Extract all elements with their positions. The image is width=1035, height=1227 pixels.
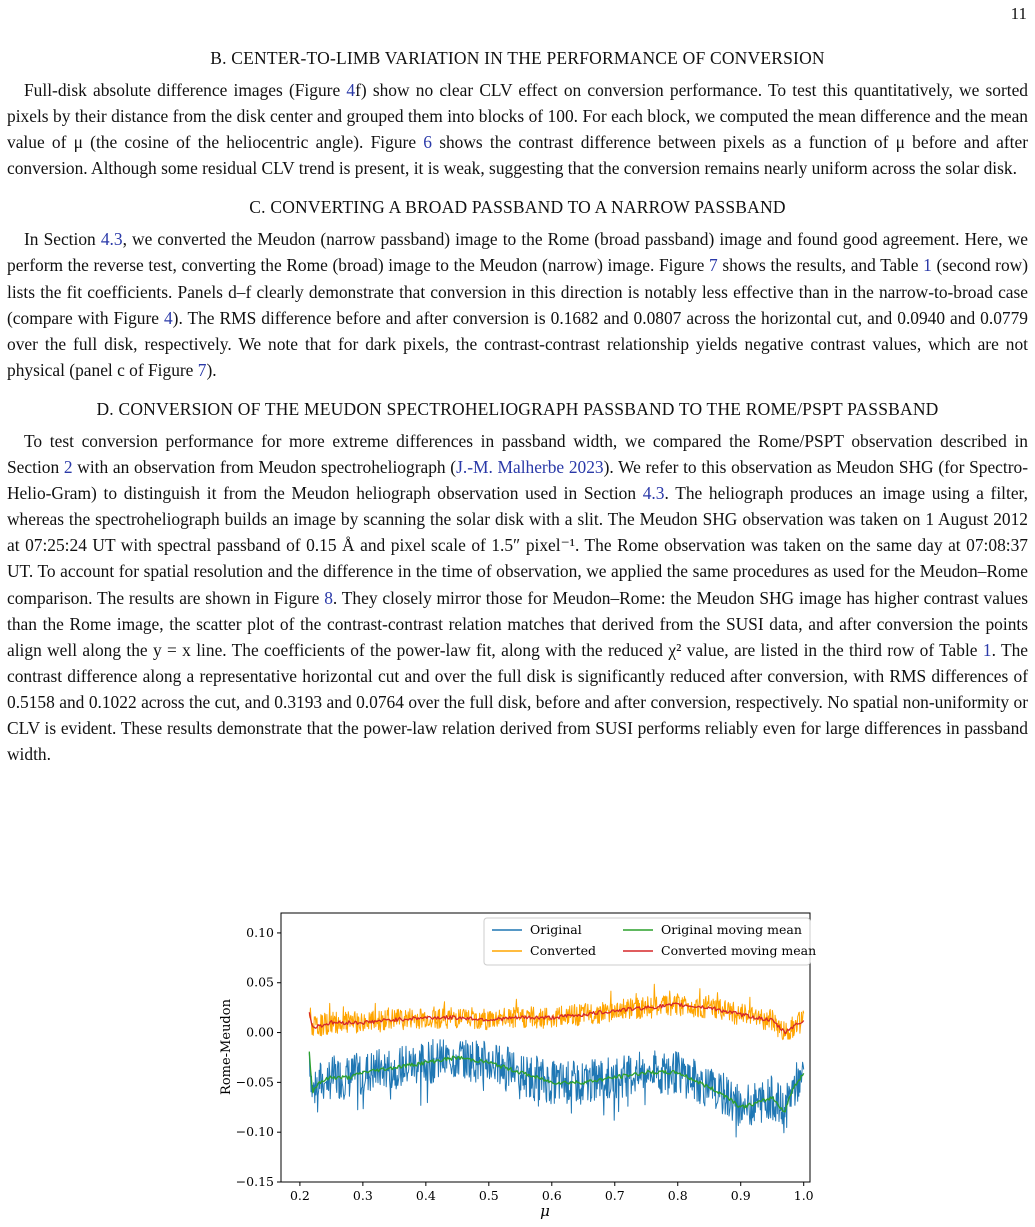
paragraph-text: ). — [206, 359, 217, 380]
cross-reference-link[interactable]: 1 — [923, 255, 932, 276]
x-tick-label: 0.4 — [415, 1188, 436, 1203]
cross-reference-link[interactable]: J.-M. Malherbe 2023 — [456, 457, 604, 478]
paragraph-text: shows the results, and Table — [717, 255, 924, 276]
cross-reference-link[interactable]: 2 — [63, 457, 73, 478]
x-tick-label: 0.3 — [352, 1188, 373, 1203]
series-layer — [309, 984, 803, 1137]
x-tick-label: 0.8 — [667, 1188, 688, 1203]
cross-reference-link[interactable]: 4 — [346, 80, 356, 100]
x-tick-label: 0.5 — [478, 1188, 499, 1203]
paragraph-text: ). We refer to this observation as Meudon SHG (for Spectro-Helio-Gram) to distinguish it from the Meudon heliograph observation used in Section — [7, 457, 1028, 504]
legend — [484, 918, 816, 965]
legend-label-converted-moving-mean: Converted moving mean — [661, 943, 817, 958]
y-tick-label: −0.15 — [235, 1174, 274, 1189]
paragraph-text: Full-disk absolute difference images (Figure — [24, 80, 347, 100]
paper-body — [7, 46, 1028, 781]
ticks-layer — [235, 924, 817, 1203]
cross-reference-link[interactable]: 1 — [982, 639, 992, 660]
cross-reference-link[interactable]: 4.3 — [100, 229, 123, 250]
paragraph-text: . The contrast difference along a representative horizontal cut and over the full disk is significantly reduced after conversion, with RMS differences of 0.5158 and 0.1022 across the cut, and 0.3193 and 0.0764 over the full disk, before and after conversion, respectively. No spatial non-uniformity or CLV is evident. These results demonstrate that the power-law relation derived from SUSI performs reliably even for large differences in passband width. — [7, 639, 1028, 765]
paragraph-text: , we converted the Meudon (narrow passband) image to the Rome (broad passband) image and found good agreement. Here, we perform the reverse test, converting the Rome (broad) image to the Meudon (narrow) image. Figure — [7, 229, 1028, 276]
series-line-original — [309, 1040, 803, 1138]
paragraph-text: . They closely mirror those for Meudon–Rome: the Meudon SHG image has higher contrast values than the Rome image, the scatter plot of the contrast-contrast relation matches that derived from the SUSI data, and after conversion the points align well along the y = x line. The coefficients of the power-law fit, along with the reduced χ² value, are listed in the third row of Table — [7, 587, 1028, 660]
y-tick-label: −0.10 — [235, 1124, 274, 1140]
y-tick-label: 0.05 — [246, 974, 274, 990]
cross-reference-link[interactable]: 7 — [197, 359, 207, 380]
chart-svg — [210, 906, 820, 1222]
section-c-paragraph — [7, 226, 1028, 383]
y-tick-label: 0.10 — [246, 924, 274, 940]
y-tick-label: −0.05 — [235, 1074, 274, 1090]
section-heading-d: D. CONVERSION OF THE MEUDON SPECTROHELIOGRAPH PASSBAND TO THE ROME/PSPT PASSBAND — [96, 398, 939, 419]
cross-reference-link[interactable]: 4.3 — [642, 483, 665, 504]
paragraph-text: with an observation from Meudon spectroheliograph ( — [72, 457, 457, 478]
paragraph-text: f) show no clear CLV effect on conversion performance. To test this quantitatively, we sorted pixels by their distance from the disk center and grouped them into blocks of 100. For each block, we computed the mean difference and the mean value of μ (the cosine of the heliocentric angle). Figure — [7, 80, 1028, 153]
figure-6-chart — [210, 906, 820, 1222]
x-tick-label: 0.2 — [289, 1188, 310, 1203]
paragraph-text: (second row) lists the fit coefficients. Panels d–f clearly demonstrate that conversion in this direction is notably less effective than in the narrow-to-broad case (compare with Figure — [7, 255, 1028, 328]
x-tick-label: 0.6 — [541, 1188, 562, 1203]
section-b-paragraph — [7, 77, 1028, 181]
y-tick-label: 0.00 — [246, 1024, 274, 1040]
legend-label-original-moving-mean: Original moving mean — [661, 922, 802, 937]
legend-label-original: Original — [530, 922, 582, 937]
x-axis-label: μ — [540, 1202, 550, 1220]
section-heading-b: B. CENTER-TO-LIMB VARIATION IN THE PERFORMANCE OF CONVERSION — [210, 48, 825, 68]
section-heading-c: C. CONVERTING A BROAD PASSBAND TO A NARROW PASSBAND — [249, 197, 786, 218]
legend-label-converted: Converted — [530, 943, 596, 958]
paragraph-text: ). The RMS difference before and after conversion is 0.1682 and 0.0807 across the horizontal cut, and 0.0940 and 0.0779 over the full disk, respectively. We note that for dark pixels, the contrast-contrast relationship yields negative contrast values, which are not physical (panel c of Figure — [7, 307, 1028, 380]
cross-reference-link[interactable]: 4 — [163, 307, 173, 328]
cross-reference-link[interactable]: 6 — [423, 132, 432, 153]
paragraph-text: shows the contrast difference between pixels as a function of μ before and after conversion. Although some residual CLV trend is present, it is weak, suggesting that the conversion remains nearly uniform across the solar disk. — [7, 132, 1028, 179]
paragraph-text: . The heliograph produces an image using a filter, whereas the spectroheliograph builds an image by scanning the solar disk with a slit. The Meudon SHG observation was taken on 1 August 2012 at 07:25:24 UT with spectral passband of 0.15 Å and pixel scale of 1.5″ pixel⁻¹. The Rome observation was taken on the same day at 07:08:37 UT. To account for spatial resolution and the difference in the time of observation, we applied the same procedures as used for the Meudon–Rome comparison. The results are shown in Figure — [7, 483, 1028, 608]
section-d-paragraph — [7, 428, 1028, 767]
y-axis-label: Rome-Meudon — [219, 999, 234, 1095]
paragraph-text: In Section — [24, 229, 101, 250]
cross-reference-link[interactable]: 8 — [324, 587, 333, 608]
x-tick-label: 0.7 — [604, 1188, 625, 1203]
x-tick-label: 1.0 — [793, 1188, 814, 1203]
paragraph-text: To test conversion performance for more extreme differences in passband width, we compared the Rome/PSPT observation described in Section — [7, 430, 1028, 478]
cross-reference-link[interactable]: 7 — [709, 255, 718, 276]
x-tick-label: 0.9 — [730, 1188, 751, 1203]
page-number: 11 — [1010, 4, 1027, 23]
